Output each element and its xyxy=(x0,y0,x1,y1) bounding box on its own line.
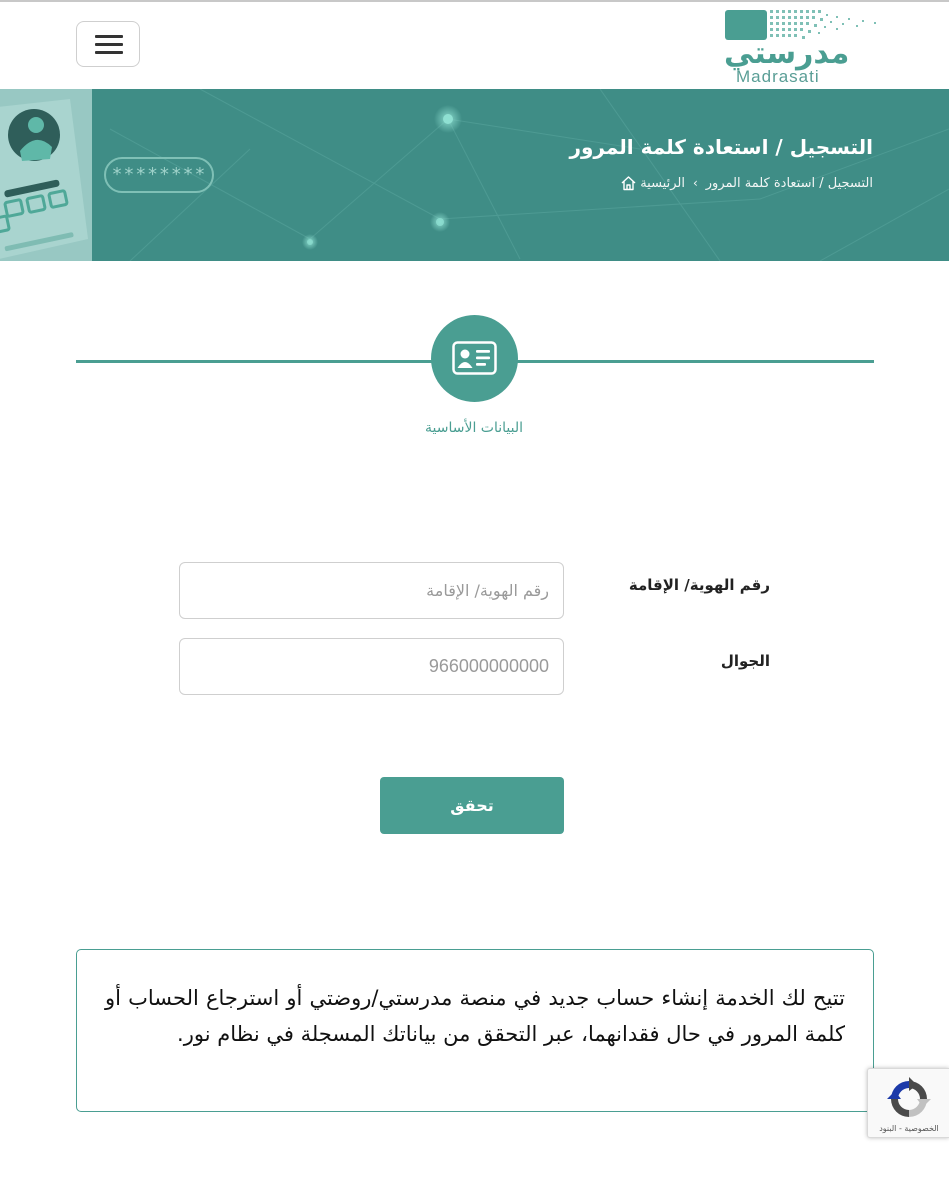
verify-button[interactable]: تحقق xyxy=(380,777,564,834)
step-basic-data-indicator xyxy=(431,315,518,402)
mobile-label: الجوال xyxy=(720,652,770,670)
breadcrumb-home-label: الرئيسية xyxy=(640,175,685,191)
service-info-box xyxy=(76,949,874,1112)
page-banner xyxy=(0,89,949,261)
id-card-icon xyxy=(452,341,497,375)
password-placeholder-graphic: ******** xyxy=(104,157,214,193)
hamburger-menu-icon-bar xyxy=(95,51,123,54)
hamburger-menu-button[interactable] xyxy=(76,21,140,67)
recaptcha-icon xyxy=(887,1077,931,1121)
recaptcha-badge[interactable] xyxy=(867,1068,949,1138)
breadcrumb-separator: › xyxy=(692,176,698,190)
step-label: البيانات الأساسية xyxy=(425,420,523,436)
home-icon xyxy=(620,175,637,191)
recaptcha-privacy-terms[interactable]: الخصوصية - البنود xyxy=(879,1124,939,1133)
national-id-input[interactable] xyxy=(179,562,564,619)
page-title: التسجيل / استعادة كلمة المرور xyxy=(569,135,873,159)
national-id-label: رقم الهوية/ الإقامة xyxy=(628,576,770,594)
breadcrumb-home-link[interactable] xyxy=(620,175,685,191)
mobile-input[interactable] xyxy=(179,638,564,695)
site-header xyxy=(0,2,949,89)
hamburger-menu-icon-bar xyxy=(95,43,123,46)
logo-arabic-text: مدرستي xyxy=(724,36,850,71)
service-info-text: تتيح لك الخدمة إنشاء حساب جديد في منصة مدرستي/روضتي أو استرجاع الحساب أو كلمة المرور في حال فقدانهما، عبر التحقق من بياناتك المسجلة في نظام نور. xyxy=(105,986,845,1046)
hamburger-menu-icon xyxy=(95,35,123,38)
banner-illustration xyxy=(0,89,92,261)
user-profile-illustration-icon xyxy=(0,89,92,261)
breadcrumb-current: التسجيل / استعادة كلمة المرور xyxy=(705,175,873,191)
breadcrumb xyxy=(620,175,873,191)
logo-english-text: Madrasati xyxy=(736,67,820,86)
madrasati-logo[interactable] xyxy=(720,6,880,86)
